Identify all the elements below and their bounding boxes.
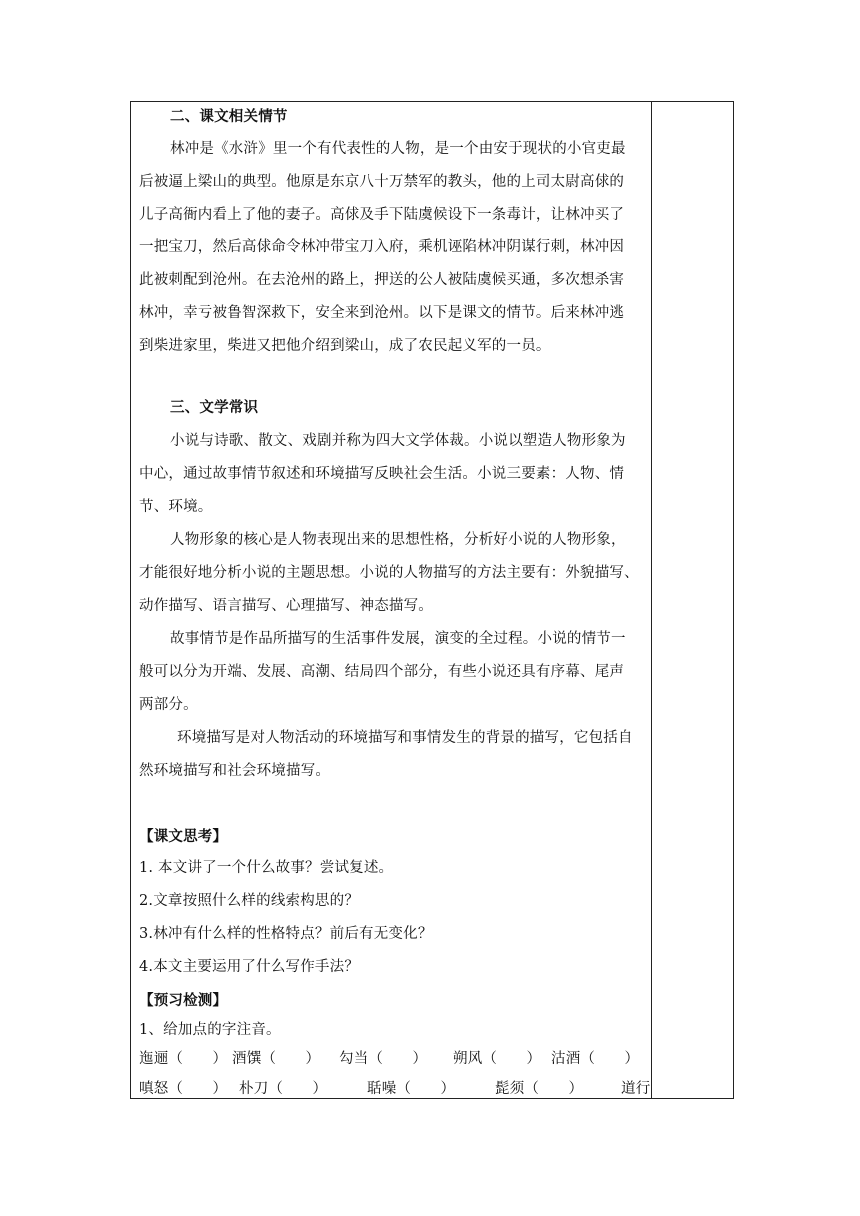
- pinyin-item: 髭须（ ）: [495, 1081, 584, 1097]
- section2-line: 到柴进家里，柴进又把他介绍到梁山，成了农民起义军的一员。: [139, 338, 551, 354]
- section3-heading: 三、文学常识: [170, 399, 259, 416]
- section3-line: 然环境描写和社会环境描写。: [139, 763, 331, 779]
- pinyin-item: 嗔怒（ ）: [139, 1081, 228, 1097]
- pinyin-item: 道行: [621, 1081, 651, 1097]
- preview-question: 1、给加点的字注音。: [139, 1022, 281, 1038]
- lesson-table: [130, 101, 734, 1099]
- section3-line: 环境描写是对人物活动的环境描写和事情发生的背景的描写，它包括自: [177, 730, 633, 746]
- think-question: 2.文章按照什么样的线索构思的？: [139, 893, 360, 909]
- section3-line: 节、环境。: [139, 499, 213, 515]
- preview-heading: 【预习检测】: [139, 992, 228, 1009]
- pinyin-item: 朔风（ ）: [453, 1051, 542, 1067]
- section3-line: 小说与诗歌、散文、戏剧并称为四大文学体裁。小说以塑造人物形象为: [170, 433, 626, 449]
- think-question: 4.本文主要运用了什么写作手法？: [139, 959, 360, 975]
- section3-line: 故事情节是作品所描写的生活事件发展，演变的全过程。小说的情节一: [170, 631, 626, 647]
- section2-line: 后被逼上梁山的典型。他原是东京八十万禁军的教头，他的上司太尉高俅的: [139, 174, 625, 190]
- section2-line: 一把宝刀，然后高俅命令林冲带宝刀入府，乘机诬陷林冲阴谋行刺，林冲因: [139, 239, 625, 255]
- pinyin-item: 迤逦（ ）: [139, 1051, 228, 1067]
- pinyin-item: 聒噪（ ）: [367, 1081, 456, 1097]
- pinyin-item: 沽酒（ ）: [551, 1051, 640, 1067]
- section2-line: 儿子高衙内看上了他的妻子。高俅及手下陆虞候设下一条毒计，让林冲买了: [139, 207, 625, 223]
- section3-line: 人物形象的核心是人物表现出来的思想性格，分析好小说的人物形象，: [170, 532, 626, 548]
- section3-line: 两部分。: [139, 697, 198, 713]
- section2-heading: 二、课文相关情节: [170, 108, 288, 125]
- think-question: 3.林冲有什么样的性格特点？前后有无变化？: [139, 926, 433, 942]
- section3-line: 动作描写、语言描写、心理描写、神态描写。: [139, 598, 433, 614]
- section3-line: 般可以分为开端、发展、高潮、结局四个部分，有些小说还具有序幕、尾声: [139, 664, 625, 680]
- pinyin-item: 勾当（ ）: [339, 1051, 428, 1067]
- section3-line: 才能很好地分析小说的主题思想。小说的人物描写的方法主要有：外貌描写、: [139, 565, 639, 581]
- think-question: 1. 本文讲了一个什么故事？尝试复述。: [139, 860, 394, 876]
- think-heading: 【课文思考】: [139, 828, 228, 845]
- pinyin-item: 酒馔（ ）: [232, 1051, 321, 1067]
- section2-line: 此被刺配到沧州。在去沧州的路上，押送的公人被陆虞候买通，多次想杀害: [139, 272, 625, 288]
- section2-line: 林冲，幸亏被鲁智深救下，安全来到沧州。以下是课文的情节。后来林冲逃: [139, 305, 625, 321]
- column-divider: [651, 102, 652, 1098]
- pinyin-item: 朴刀（ ）: [239, 1081, 328, 1097]
- section2-line: 林冲是《水浒》里一个有代表性的人物，是一个由安于现状的小官吏最: [170, 141, 626, 157]
- section3-line: 中心，通过故事情节叙述和环境描写反映社会生活。小说三要素：人物、情: [139, 466, 625, 482]
